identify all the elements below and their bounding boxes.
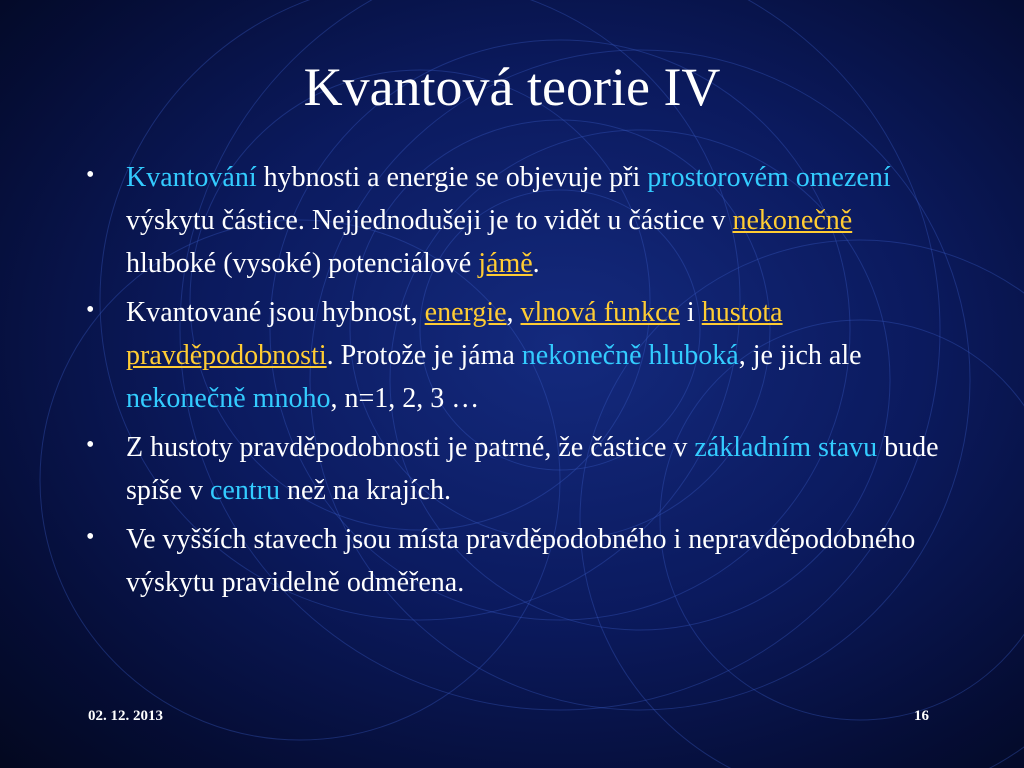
bullet-text: , je jich ale [738, 340, 862, 371]
highlight-term: nekonečně hluboká [521, 340, 739, 371]
bullet-text: hybnosti a energie se objevuje při [256, 162, 648, 193]
highlight-term: nekonečně mnoho [126, 383, 331, 414]
bullet-dot-icon: • [86, 162, 95, 188]
bullet-dot-icon: • [86, 297, 95, 323]
highlight-term: základním stavu [694, 432, 878, 463]
footer-date: 02. 12. 2013 [88, 708, 163, 724]
bullet-text: než na krajích. [279, 475, 451, 506]
bullet-item [86, 426, 946, 512]
link-vlnova-funkce[interactable]: vlnová funkce [520, 297, 680, 328]
bullet-text: . [532, 248, 540, 279]
bullet-text: hluboké (vysoké) potenciálové [126, 248, 479, 279]
bullet-dot-icon: • [86, 524, 95, 550]
highlight-term: Kvantování [126, 162, 257, 193]
highlight-term: centru [210, 475, 280, 506]
bullet-dot-icon: • [86, 432, 95, 458]
bullet-text: Ve vyšších stavech jsou místa pravděpodobného i nepravděpodobného výskytu pravidelně odměřena. [126, 524, 916, 598]
bullet-text: Kvantované jsou hybnost, [126, 297, 425, 328]
bullet-item [86, 156, 946, 285]
bullet-list [86, 156, 946, 610]
link-nekonecne[interactable]: nekonečně [732, 205, 853, 236]
bullet-text: . Protože je jáma [326, 340, 522, 371]
bullet-text: , [506, 297, 521, 328]
bullet-item [86, 518, 946, 604]
bullet-text: i [679, 297, 702, 328]
bullet-text: Z hustoty pravděpodobnosti je patrné, že částice v [126, 432, 695, 463]
link-energie[interactable]: energie [424, 297, 507, 328]
page-number: 16 [914, 708, 929, 724]
highlight-term: prostorovém omezení [647, 162, 891, 193]
link-jame[interactable]: jámě [478, 248, 533, 279]
bullet-item [86, 291, 946, 420]
link-hustota-pravdepodobnosti[interactable]: hustota pravděpodobnosti [126, 297, 783, 371]
bullet-text: bude spíše v [126, 432, 939, 506]
bullet-text: výskytu částice. Nejjednodušeji je to vidět u částice v [126, 205, 733, 236]
slide-title: Kvantová teorie IV [303, 57, 721, 117]
bullet-text: , n=1, 2, 3 … [330, 383, 480, 414]
